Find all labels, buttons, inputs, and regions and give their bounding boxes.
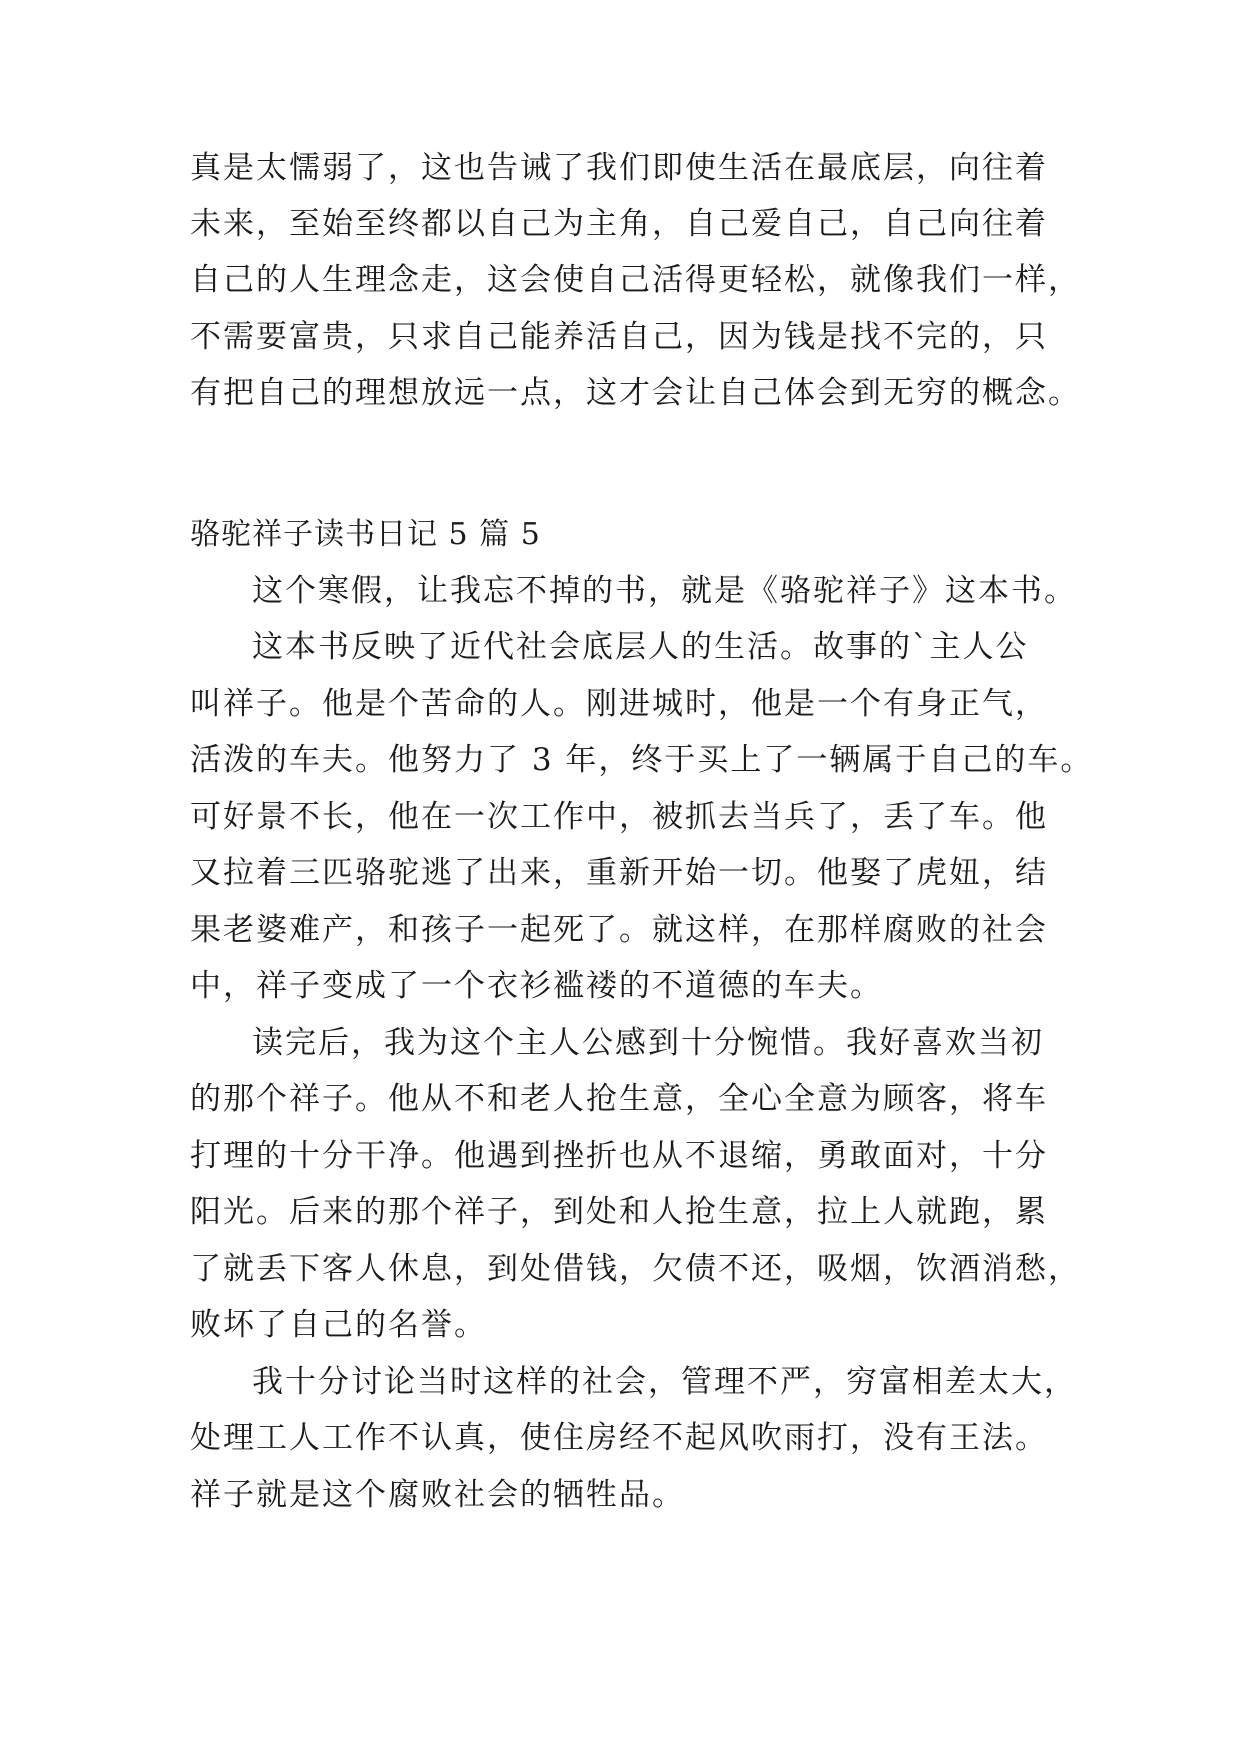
- paragraph3-line-2: 的那个祥子。他从不和老人抢生意，全心全意为顾客，将车: [190, 1081, 1048, 1117]
- paragraph2-line-1: 这本书反映了近代社会底层人的生活。故事的`主人公: [252, 629, 1029, 665]
- paragraph2-line-3: 活泼的车夫。他努力了 3 年，终于买上了一辆属于自己的车。: [190, 742, 1094, 778]
- paragraph3-line-3: 打理的十分干净。他遇到挫折也从不退缩，勇敢面对，十分: [190, 1138, 1048, 1174]
- paragraph3-line-6: 败坏了自己的名誉。: [190, 1307, 487, 1343]
- opening-line-4: 不需要富贵，只求自己能养活自己，因为钱是找不完的，只: [190, 319, 1048, 355]
- paragraph2-line-4: 可好景不长，他在一次工作中，被抓去当兵了，丢了车。他: [190, 799, 1048, 835]
- paragraph2-line-2: 叫祥子。他是个苦命的人。刚进城时，他是一个有身正气，: [190, 686, 1048, 722]
- opening-line-3: 自己的人生理念走，这会使自己活得更轻松，就像我们一样，: [190, 262, 1081, 298]
- paragraph3-line-4: 阳光。后来的那个祥子，到处和人抢生意，拉上人就跑，累: [190, 1194, 1048, 1230]
- paragraph3-line-5: 了就丢下客人休息，到处借钱，欠债不还，吸烟，饮酒消愁，: [190, 1251, 1081, 1287]
- section-title: 骆驼祥子读书日记 5 篇 5: [190, 517, 541, 552]
- paragraph2-line-6: 果老婆难产，和孩子一起死了。就这样，在那样腐败的社会: [190, 912, 1048, 948]
- paragraph4-line-3: 祥子就是这个腐败社会的牺牲品。: [190, 1477, 685, 1513]
- paragraph4-line-1: 我十分讨论当时这样的社会，管理不严，穷富相差太大，: [252, 1364, 1077, 1400]
- opening-line-5: 有把自己的理想放远一点，这才会让自己体会到无穷的概念。: [190, 375, 1081, 411]
- paragraph4-line-2: 处理工人工作不认真，使住房经不起风吹雨打，没有王法。: [190, 1420, 1048, 1456]
- paragraph2-line-5: 又拉着三匹骆驼逃了出来，重新开始一切。他娶了虎妞，结: [190, 855, 1048, 891]
- opening-line-2: 未来，至始至终都以自己为主角，自己爱自己，自己向往着: [190, 206, 1048, 242]
- paragraph3-line-1: 读完后，我为这个主人公感到十分惋惜。我好喜欢当初: [252, 1025, 1044, 1061]
- paragraph1-line-1: 这个寒假，让我忘不掉的书，就是《骆驼祥子》这本书。: [252, 573, 1077, 609]
- paragraph2-line-7: 中，祥子变成了一个衣衫褴褛的不道德的车夫。: [190, 968, 883, 1004]
- opening-line-1: 真是太懦弱了，这也告诫了我们即使生活在最底层，向往着: [190, 150, 1048, 186]
